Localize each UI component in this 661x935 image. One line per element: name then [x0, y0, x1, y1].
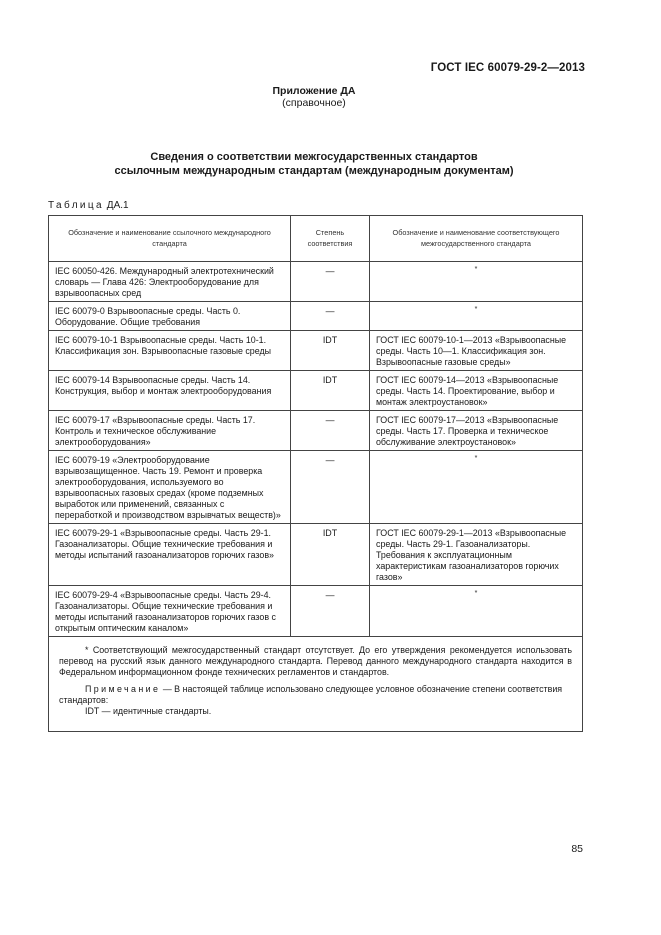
cell-degree: IDT: [291, 524, 370, 586]
footnote-marker: *: [474, 455, 478, 462]
table-caption: [48, 200, 129, 212]
cell-degree: IDT: [291, 331, 370, 371]
table-row: [49, 302, 583, 331]
note-label: Примечание: [85, 684, 161, 694]
cell-international-standard: IEC 60079-29-4 «Взрывоопасные среды. Часть 29-4. Газоанализаторы. Общие технические требования и методы испытаний газоанализаторов горючих газов с открытым оптическим каналом»: [49, 586, 291, 637]
cell-international-standard: IEC 60050-426. Международный электротехнический словарь — Глава 426: Электрооборудование для взрывоопасных сред: [49, 262, 291, 302]
table-notes-row: [49, 637, 583, 732]
cell-interstate-standard: [370, 586, 583, 637]
column-header-degree: Степень соответствия: [291, 216, 370, 262]
cell-international-standard: IEC 60079-0 Взрывоопасные среды. Часть 0. Оборудование. Общие требования: [49, 302, 291, 331]
section-heading-line-1: Сведения о соответствии межгосударственных стандартов: [150, 151, 478, 163]
cell-degree: —: [291, 451, 370, 524]
cell-degree: IDT: [291, 371, 370, 411]
cell-degree: —: [291, 262, 370, 302]
footnote-marker: *: [474, 590, 478, 597]
table-notes-cell: [49, 637, 583, 732]
table-footnote: * Соответствующий межгосударственный стандарт отсутствует. До его утверждения рекомендуется использовать перевод на русский язык данного международного стандарта. Перевод данного международного стандарта находится в Федеральном информационном фонде технических регламентов и стандартов.: [59, 645, 572, 677]
idt-legend: IDT — идентичные стандарты.: [85, 706, 212, 716]
table-row: [49, 451, 583, 524]
cell-interstate-standard: ГОСТ IEC 60079-14—2013 «Взрывоопасные среды. Часть 14. Проектирование, выбор и монтаж электроустановок»: [370, 371, 583, 411]
standards-correspondence-table: [48, 215, 583, 732]
column-header-international: Обозначение и наименование ссылочного международного стандарта: [49, 216, 291, 262]
cell-interstate-standard: ГОСТ IEC 60079-29-1—2013 «Взрывоопасные среды. Часть 29-1. Газоанализаторы. Требования к эксплуатационным характеристикам газоанализаторов горючих газов»: [370, 524, 583, 586]
table-header-row: [49, 216, 583, 262]
table-row: [49, 524, 583, 586]
cell-interstate-standard: [370, 262, 583, 302]
table-row: [49, 331, 583, 371]
page-number: 85: [571, 843, 583, 855]
table-row: [49, 586, 583, 637]
column-header-interstate: Обозначение и наименование соответствующего межгосударственного стандарта: [370, 216, 583, 262]
table-note: [59, 684, 572, 706]
cell-international-standard: IEC 60079-14 Взрывоопасные среды. Часть 14. Конструкция, выбор и монтаж электрооборудования: [49, 371, 291, 411]
table-row: [49, 262, 583, 302]
cell-interstate-standard: [370, 302, 583, 331]
table-caption-number: ДА.1: [106, 200, 129, 211]
cell-international-standard: IEC 60079-10-1 Взрывоопасные среды. Часть 10-1. Классификация зон. Взрывоопасные газовые среды: [49, 331, 291, 371]
table-row: [49, 411, 583, 451]
document-code-header: ГОСТ IEC 60079-29-2—2013: [430, 62, 585, 74]
annex-title: Приложение ДА: [272, 85, 356, 97]
cell-degree: —: [291, 586, 370, 637]
table-row: [49, 371, 583, 411]
cell-interstate-standard: ГОСТ IEC 60079-10-1—2013 «Взрывоопасные среды. Часть 10—1. Классификация зон. Взрывоопасные газовые среды»: [370, 331, 583, 371]
footnote-marker: *: [474, 266, 478, 273]
footnote-marker: *: [474, 306, 478, 313]
cell-international-standard: IEC 60079-29-1 «Взрывоопасные среды. Часть 29-1. Газоанализаторы. Общие технические требования и методы испытаний газоанализаторов горючих газов»: [49, 524, 291, 586]
cell-interstate-standard: ГОСТ IEC 60079-17—2013 «Взрывоопасные среды. Часть 17. Проверка и техническое обслуживание электроустановок»: [370, 411, 583, 451]
cell-degree: —: [291, 302, 370, 331]
cell-international-standard: IEC 60079-19 «Электрооборудование взрывозащищенное. Часть 19. Ремонт и проверка электрооборудования, используемого во взрывоопасных газовых средах (кроме подземных выработок или применений, связанных с переработкой и производством взрывчатых веществ)»: [49, 451, 291, 524]
section-heading-line-2: ссылочным международным стандартам (международным документам): [114, 165, 514, 177]
annex-title-block: [0, 85, 628, 109]
cell-interstate-standard: [370, 451, 583, 524]
annex-subtitle: (справочное): [282, 97, 346, 109]
cell-international-standard: IEC 60079-17 «Взрывоопасные среды. Часть 17. Контроль и техническое обслуживание электрооборудования»: [49, 411, 291, 451]
table-caption-word: Таблица: [48, 200, 105, 211]
note-text: — В настоящей таблице использовано следующее условное обозначение степени соответствия стандартов:: [59, 684, 563, 705]
cell-degree: —: [291, 411, 370, 451]
section-heading: [0, 150, 628, 178]
